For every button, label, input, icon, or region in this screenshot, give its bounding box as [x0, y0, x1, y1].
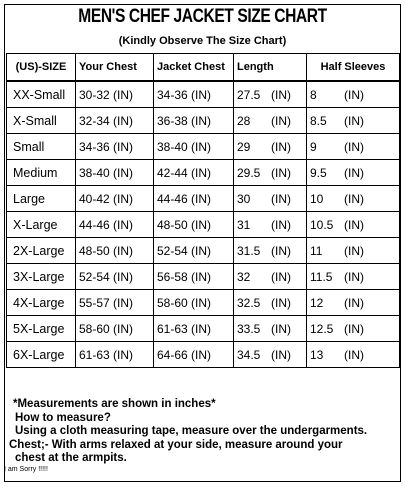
size-cell: X-Small: [7, 108, 76, 134]
unit-label: (IN): [113, 87, 133, 102]
size-cell: Small: [7, 134, 76, 160]
half-sleeves-cell: [307, 238, 400, 264]
your-chest-cell: [76, 238, 154, 264]
length-value: 32: [237, 269, 251, 284]
column-header-jacket-chest: Jacket Chest: [154, 54, 234, 82]
size-cell: Medium: [7, 160, 76, 186]
column-header-half-sleeves: Half Sleeves: [307, 54, 400, 82]
unit-label: (IN): [344, 139, 364, 154]
unit-label: (IN): [191, 139, 211, 154]
length-cell: [234, 160, 307, 186]
jacket-chest-cell: [154, 81, 234, 108]
length-cell: [234, 212, 307, 238]
length-cell: [234, 290, 307, 316]
length-value: 28: [237, 113, 251, 128]
unit-label: (IN): [344, 243, 364, 258]
unit-label: (IN): [113, 113, 133, 128]
half-sleeves-cell: [307, 160, 400, 186]
your-chest-cell: [76, 186, 154, 212]
size-cell: 3X-Large: [7, 264, 76, 290]
jacket-chest-cell: [154, 264, 234, 290]
length-value: 30: [237, 191, 251, 206]
length-value: 27.5: [237, 87, 261, 102]
table-header-row: [7, 54, 400, 82]
unit-label: (IN): [191, 321, 211, 336]
your-chest-cell: [76, 134, 154, 160]
your-chest-cell: [76, 264, 154, 290]
unit-label: (IN): [113, 269, 133, 284]
unit-label: (IN): [344, 321, 364, 336]
your-chest-value: 61-63: [79, 347, 110, 362]
jacket-chest-value: 48-50: [157, 217, 188, 232]
length-value: 34.5: [237, 347, 261, 362]
unit-label: (IN): [113, 217, 133, 232]
size-cell: XX-Small: [7, 81, 76, 108]
unit-label: (IN): [344, 87, 364, 102]
jacket-chest-value: 34-36: [157, 87, 188, 102]
column-header-your-chest: Your Chest: [76, 54, 154, 82]
length-value: 31: [237, 217, 251, 232]
length-cell: [234, 186, 307, 212]
jacket-chest-cell: [154, 290, 234, 316]
your-chest-cell: [76, 290, 154, 316]
unit-label: (IN): [271, 295, 291, 310]
half-sleeves-value: 13: [310, 347, 324, 362]
half-sleeves-cell: [307, 290, 400, 316]
unit-label: (IN): [344, 347, 364, 362]
table-body: [7, 81, 400, 368]
note-line: Chest;- With arms relaxed at your side, measure around your: [9, 438, 343, 451]
table-row: [7, 238, 400, 264]
half-sleeves-value: 12.5: [310, 321, 334, 336]
jacket-chest-cell: [154, 160, 234, 186]
size-cell: 5X-Large: [7, 316, 76, 342]
unit-label: (IN): [271, 113, 291, 128]
jacket-chest-value: 52-54: [157, 243, 188, 258]
half-sleeves-value: 11.5: [310, 269, 333, 284]
half-sleeves-cell: [307, 342, 400, 368]
unit-label: (IN): [344, 295, 364, 310]
length-cell: [234, 134, 307, 160]
jacket-chest-value: 36-38: [157, 113, 188, 128]
unit-label: (IN): [191, 87, 211, 102]
unit-label: (IN): [113, 139, 133, 154]
unit-label: (IN): [113, 191, 133, 206]
size-table: [6, 53, 400, 368]
jacket-chest-cell: [154, 342, 234, 368]
jacket-chest-value: 38-40: [157, 139, 188, 154]
footer-note: I am Sorry !!!!!: [4, 466, 48, 473]
half-sleeves-value: 10: [310, 191, 324, 206]
half-sleeves-cell: [307, 264, 400, 290]
jacket-chest-value: 42-44: [157, 165, 188, 180]
your-chest-value: 52-54: [79, 269, 110, 284]
your-chest-cell: [76, 342, 154, 368]
your-chest-value: 44-46: [79, 217, 110, 232]
your-chest-value: 38-40: [79, 165, 110, 180]
unit-label: (IN): [271, 269, 291, 284]
half-sleeves-cell: [307, 316, 400, 342]
table-row: [7, 160, 400, 186]
measurement-notes: [9, 398, 398, 466]
unit-label: (IN): [271, 139, 291, 154]
unit-label: (IN): [191, 295, 211, 310]
jacket-chest-value: 44-46: [157, 191, 188, 206]
half-sleeves-value: 12: [310, 295, 324, 310]
your-chest-cell: [76, 212, 154, 238]
your-chest-value: 48-50: [79, 243, 110, 258]
unit-label: (IN): [271, 191, 291, 206]
note-line: How to measure?: [15, 411, 111, 424]
table-row: [7, 264, 400, 290]
table-row: [7, 212, 400, 238]
your-chest-value: 58-60: [79, 321, 110, 336]
size-cell: 4X-Large: [7, 290, 76, 316]
half-sleeves-value: 9: [310, 139, 317, 154]
unit-label: (IN): [271, 347, 291, 362]
page-title: MEN'S CHEF JACKET SIZE CHART: [78, 6, 327, 27]
column-header-size: (US)-SIZE: [7, 54, 76, 82]
note-line: *Measurements are shown in inches*: [13, 398, 216, 410]
length-value: 29: [237, 139, 251, 154]
size-cell: 2X-Large: [7, 238, 76, 264]
jacket-chest-value: 61-63: [157, 321, 188, 336]
your-chest-value: 30-32: [79, 87, 110, 102]
your-chest-value: 55-57: [79, 295, 110, 310]
jacket-chest-cell: [154, 238, 234, 264]
jacket-chest-cell: [154, 212, 234, 238]
length-cell: [234, 342, 307, 368]
unit-label: (IN): [344, 165, 364, 180]
your-chest-cell: [76, 160, 154, 186]
unit-label: (IN): [191, 347, 211, 362]
length-value: 31.5: [237, 243, 261, 258]
table-row: [7, 290, 400, 316]
unit-label: (IN): [271, 243, 291, 258]
half-sleeves-value: 8: [310, 87, 317, 102]
unit-label: (IN): [271, 165, 291, 180]
your-chest-cell: [76, 108, 154, 134]
your-chest-value: 32-34: [79, 113, 110, 128]
size-chart-sheet: [4, 4, 401, 482]
length-cell: [234, 81, 307, 108]
unit-label: (IN): [113, 321, 133, 336]
unit-label: (IN): [113, 165, 133, 180]
half-sleeves-value: 9.5: [310, 165, 327, 180]
unit-label: (IN): [271, 321, 291, 336]
size-cell: Large: [7, 186, 76, 212]
half-sleeves-value: 10.5: [310, 217, 334, 232]
table-row: [7, 81, 400, 108]
half-sleeves-cell: [307, 81, 400, 108]
unit-label: (IN): [113, 243, 133, 258]
unit-label: (IN): [113, 295, 133, 310]
length-value: 29.5: [237, 165, 261, 180]
length-value: 32.5: [237, 295, 261, 310]
jacket-chest-cell: [154, 108, 234, 134]
jacket-chest-value: 58-60: [157, 295, 188, 310]
length-cell: [234, 316, 307, 342]
table-row: [7, 134, 400, 160]
unit-label: (IN): [271, 87, 291, 102]
table-row: [7, 316, 400, 342]
your-chest-value: 40-42: [79, 191, 110, 206]
note-line: Using a cloth measuring tape, measure over the undergarments.: [15, 425, 368, 437]
unit-label: (IN): [344, 191, 364, 206]
length-cell: [234, 264, 307, 290]
jacket-chest-cell: [154, 134, 234, 160]
length-cell: [234, 108, 307, 134]
jacket-chest-value: 56-58: [157, 269, 188, 284]
your-chest-cell: [76, 316, 154, 342]
your-chest-cell: [76, 81, 154, 108]
jacket-chest-value: 64-66: [157, 347, 188, 362]
unit-label: (IN): [191, 191, 211, 206]
unit-label: (IN): [344, 113, 364, 128]
unit-label: (IN): [191, 269, 211, 284]
unit-label: (IN): [191, 113, 211, 128]
half-sleeves-cell: [307, 134, 400, 160]
unit-label: (IN): [271, 217, 291, 232]
column-header-length: Length: [234, 54, 307, 82]
half-sleeves-value: 8.5: [310, 113, 327, 128]
half-sleeves-cell: [307, 212, 400, 238]
table-row: [7, 342, 400, 368]
jacket-chest-cell: [154, 316, 234, 342]
page-subtitle: (Kindly Observe The Size Chart): [118, 35, 287, 47]
length-cell: [234, 238, 307, 264]
half-sleeves-cell: [307, 186, 400, 212]
size-cell: 6X-Large: [7, 342, 76, 368]
size-cell: X-Large: [7, 212, 76, 238]
unit-label: (IN): [191, 165, 211, 180]
your-chest-value: 34-36: [79, 139, 110, 154]
table-row: [7, 186, 400, 212]
half-sleeves-cell: [307, 108, 400, 134]
note-line: chest at the armpits.: [15, 452, 127, 464]
length-value: 33.5: [237, 321, 261, 336]
unit-label: (IN): [344, 269, 364, 284]
half-sleeves-value: 11: [310, 243, 323, 258]
table-row: [7, 108, 400, 134]
unit-label: (IN): [191, 243, 211, 258]
unit-label: (IN): [191, 217, 211, 232]
unit-label: (IN): [113, 347, 133, 362]
jacket-chest-cell: [154, 186, 234, 212]
unit-label: (IN): [344, 217, 364, 232]
